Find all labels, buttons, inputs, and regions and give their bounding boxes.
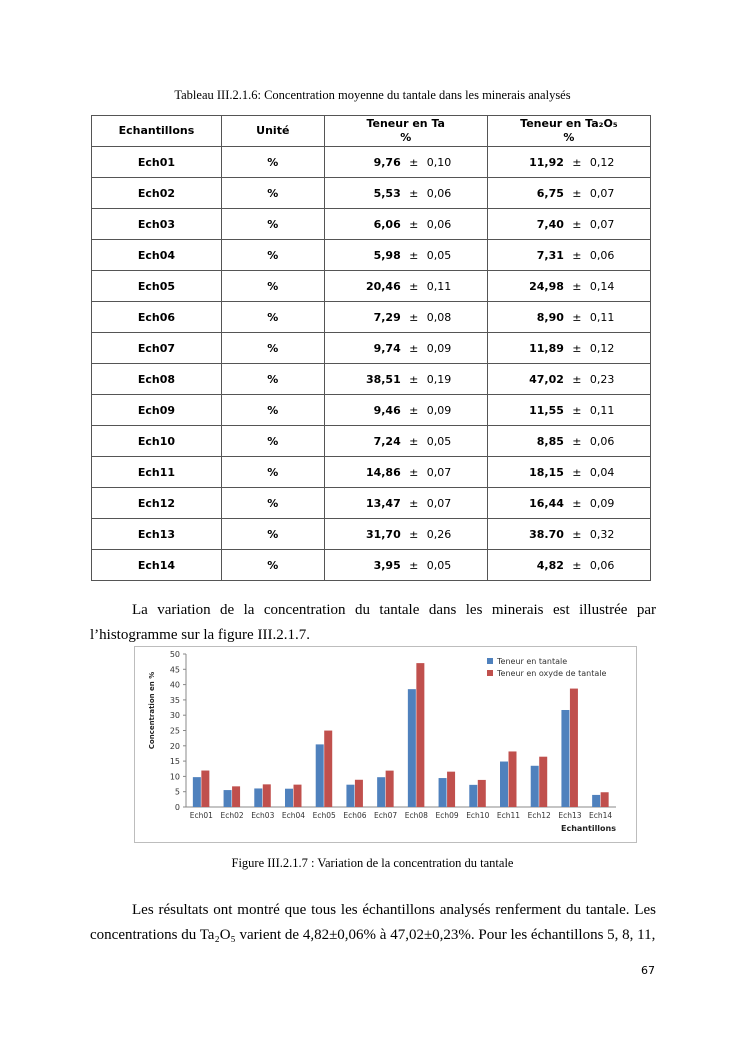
plus-minus-symbol: ± [572,310,582,324]
uncertainty: 0,06 [426,217,452,231]
plus-minus-symbol: ± [572,248,582,262]
x-tick-label: Ech09 [435,811,459,820]
cell-unit: % [221,302,324,333]
plus-minus-symbol: ± [572,434,582,448]
header-ta2o5-line1: Teneur en Ta₂O₅ [520,117,618,130]
cell-ta [324,240,487,271]
bar-tantale [316,744,324,807]
plus-minus-symbol: ± [572,527,582,541]
uncertainty: 0,11 [426,279,452,293]
value: 8,85 [536,434,564,448]
plus-minus-symbol: ± [572,558,582,572]
y-tick-label: 20 [169,741,180,751]
bar-oxyde [355,780,363,807]
table-row [92,395,651,426]
table-row [92,333,651,364]
cell-unit: % [221,457,324,488]
cell-sample: Ech08 [92,364,222,395]
paragraph-results: Les résultats ont montré que tous les échantillons analysés renferment du tantale. Les concentrations du Ta₂O₅ varient de 4,82±0,06% à 47,02±0,23%. Pour les échantillons 5, 8, 11, [90,902,656,943]
value: 5,98 [373,248,401,262]
plus-minus-symbol: ± [409,558,419,572]
y-tick-label: 40 [169,680,180,690]
uncertainty: 0,11 [589,310,615,324]
plus-minus-symbol: ± [409,465,419,479]
legend-label: Teneur en oxyde de tantale [497,669,607,678]
uncertainty: 0,26 [426,527,452,541]
plus-minus-symbol: ± [409,496,419,510]
uncertainty: 0,09 [426,341,452,355]
plus-minus-symbol: ± [409,434,419,448]
value: 11,89 [529,341,564,355]
cell-ta [324,271,487,302]
value: 7,31 [536,248,564,262]
value: 18,15 [529,465,564,479]
cell-unit: % [221,519,324,550]
cell-ta [324,209,487,240]
cell-sample: Ech14 [92,550,222,581]
uncertainty: 0,07 [426,496,452,510]
uncertainty: 0,07 [589,186,615,200]
table-header-row [92,116,651,147]
cell-ta2o5 [487,395,650,426]
uncertainty: 0,06 [426,186,452,200]
header-ta2o5-line2: % [563,131,575,144]
paragraph-intro: La variation de la concentration du tantale dans les minerais est illustrée par l’histogramme sur la figure III.2.1.7. [90,602,656,643]
value: 8,90 [536,310,564,324]
value: 11,55 [529,403,564,417]
bar-tantale [439,778,447,807]
cell-ta [324,364,487,395]
bar-oxyde [478,780,486,807]
value: 20,46 [365,279,401,293]
header-unit: Unité [221,116,324,147]
value: 3,95 [373,558,401,572]
plus-minus-symbol: ± [409,248,419,262]
legend-swatch [487,670,493,676]
cell-ta2o5 [487,488,650,519]
x-tick-label: Ech03 [251,811,275,820]
cell-ta [324,333,487,364]
cell-ta [324,550,487,581]
y-tick-label: 15 [169,757,180,767]
value: 13,47 [365,496,401,510]
bar-tantale [346,785,354,807]
cell-sample: Ech02 [92,178,222,209]
cell-ta [324,302,487,333]
value: 6,75 [536,186,564,200]
y-tick-label: 45 [169,665,180,675]
x-tick-label: Ech14 [589,811,613,820]
value: 38,51 [365,372,401,386]
bar-oxyde [509,751,517,807]
value: 47,02 [529,372,564,386]
table-caption: Tableau III.2.1.6: Concentration moyenne du tantale dans les minerais analysés [174,88,571,102]
bar-oxyde [416,663,424,807]
uncertainty: 0,07 [426,465,452,479]
cell-sample: Ech12 [92,488,222,519]
plus-minus-symbol: ± [572,217,582,231]
uncertainty: 0,05 [426,248,452,262]
cell-sample: Ech03 [92,209,222,240]
cell-ta [324,147,487,178]
y-axis-label: Concentration en % [148,671,156,750]
table-row [92,302,651,333]
value: 11,92 [529,155,564,169]
bar-tantale [254,788,262,807]
value: 7,40 [536,217,564,231]
bar-tantale [592,795,600,807]
y-tick-label: 0 [174,803,180,812]
x-axis-label: Echantillons [561,824,616,833]
bar-oxyde [324,731,332,807]
legend-label: Teneur en tantale [497,657,568,666]
cell-unit: % [221,240,324,271]
value: 9,76 [373,155,401,169]
plus-minus-symbol: ± [572,496,582,510]
cell-unit: % [221,209,324,240]
table-row [92,550,651,581]
x-tick-label: Ech07 [374,811,398,820]
x-tick-label: Ech11 [496,811,521,820]
y-tick-label: 10 [169,772,180,782]
header-ta2o5 [487,116,650,147]
cell-sample: Ech01 [92,147,222,178]
x-tick-label: Ech12 [527,811,551,820]
cell-unit: % [221,333,324,364]
plus-minus-symbol: ± [409,186,419,200]
cell-ta [324,488,487,519]
cell-unit: % [221,364,324,395]
uncertainty: 0,08 [426,310,452,324]
uncertainty: 0,06 [589,434,615,448]
value: 7,24 [373,434,401,448]
bar-oxyde [232,786,240,807]
bar-oxyde [447,772,455,807]
plus-minus-symbol: ± [572,279,582,293]
cell-ta2o5 [487,271,650,302]
cell-sample: Ech04 [92,240,222,271]
y-tick-label: 25 [169,726,180,736]
table-row [92,178,651,209]
bar-tantale [377,777,385,807]
table-row [92,209,651,240]
uncertainty: 0,11 [589,403,615,417]
cell-sample: Ech05 [92,271,222,302]
cell-unit: % [221,426,324,457]
page-number: 67 [641,964,655,977]
bar-tantale [561,710,569,807]
value: 4,82 [536,558,564,572]
header-ta [324,116,487,147]
value: 7,29 [373,310,401,324]
value: 9,46 [373,403,401,417]
x-tick-label: Ech02 [220,811,244,820]
plus-minus-symbol: ± [572,341,582,355]
uncertainty: 0,07 [589,217,615,231]
cell-ta2o5 [487,426,650,457]
value: 16,44 [529,496,564,510]
bar-oxyde [201,771,209,807]
plus-minus-symbol: ± [409,279,419,293]
cell-ta2o5 [487,240,650,271]
plus-minus-symbol: ± [409,217,419,231]
value: 31,70 [365,527,401,541]
bar-tantale [193,777,201,807]
value: 24,98 [529,279,564,293]
table-row [92,426,651,457]
bar-tantale [408,689,416,807]
uncertainty: 0,19 [426,372,452,386]
cell-ta [324,426,487,457]
cell-ta2o5 [487,519,650,550]
plus-minus-symbol: ± [409,372,419,386]
bar-oxyde [386,771,394,807]
cell-sample: Ech11 [92,457,222,488]
cell-ta2o5 [487,302,650,333]
plus-minus-symbol: ± [409,527,419,541]
bar-oxyde [294,785,302,807]
bar-oxyde [570,689,578,807]
bar-tantale [285,789,293,807]
value: 6,06 [373,217,401,231]
cell-sample: Ech10 [92,426,222,457]
bar-tantale [531,766,539,807]
uncertainty: 0,09 [589,496,615,510]
value: 14,86 [365,465,401,479]
cell-sample: Ech07 [92,333,222,364]
plus-minus-symbol: ± [409,155,419,169]
value: 38.70 [529,527,564,541]
value: 5,53 [373,186,401,200]
table-row [92,364,651,395]
plus-minus-symbol: ± [572,372,582,386]
cell-ta [324,457,487,488]
value: 9,74 [373,341,401,355]
x-tick-label: Ech01 [189,811,213,820]
cell-ta2o5 [487,457,650,488]
cell-unit: % [221,271,324,302]
uncertainty: 0,32 [589,527,615,541]
header-ta-line2: % [400,131,412,144]
plus-minus-symbol: ± [409,341,419,355]
uncertainty: 0,10 [426,155,452,169]
bar-oxyde [263,784,271,807]
cell-ta [324,519,487,550]
table-row [92,488,651,519]
cell-ta [324,395,487,426]
x-tick-label: Ech06 [343,811,367,820]
uncertainty: 0,12 [589,341,615,355]
x-tick-label: Ech08 [404,811,428,820]
concentration-table [91,115,651,581]
cell-ta2o5 [487,209,650,240]
table-row [92,457,651,488]
plus-minus-symbol: ± [572,155,582,169]
table-row [92,271,651,302]
bar-tantale [500,762,508,807]
concentration-bar-chart [134,646,637,843]
cell-ta2o5 [487,178,650,209]
cell-unit: % [221,395,324,426]
table-row [92,147,651,178]
cell-unit: % [221,178,324,209]
bar-oxyde [539,757,547,807]
bar-tantale [224,790,232,807]
y-tick-label: 30 [169,711,180,721]
uncertainty: 0,05 [426,558,452,572]
plus-minus-symbol: ± [572,186,582,200]
cell-unit: % [221,147,324,178]
plus-minus-symbol: ± [572,403,582,417]
plus-minus-symbol: ± [409,403,419,417]
header-ta-line1: Teneur en Ta [366,117,445,130]
uncertainty: 0,23 [589,372,615,386]
uncertainty: 0,05 [426,434,452,448]
cell-ta2o5 [487,333,650,364]
y-tick-label: 50 [169,650,180,659]
x-tick-label: Ech13 [558,811,582,820]
cell-ta2o5 [487,364,650,395]
y-tick-label: 5 [174,787,180,797]
bar-tantale [469,785,477,807]
x-tick-label: Ech05 [312,811,336,820]
legend-swatch [487,658,493,664]
figure-caption: Figure III.2.1.7 : Variation de la concentration du tantale [231,856,514,870]
bar-oxyde [601,792,609,807]
uncertainty: 0,06 [589,558,615,572]
table-row [92,240,651,271]
plus-minus-symbol: ± [572,465,582,479]
uncertainty: 0,04 [589,465,615,479]
cell-ta [324,178,487,209]
cell-sample: Ech06 [92,302,222,333]
header-sample: Echantillons [92,116,222,147]
cell-ta2o5 [487,147,650,178]
cell-sample: Ech13 [92,519,222,550]
table-row [92,519,651,550]
cell-unit: % [221,550,324,581]
uncertainty: 0,12 [589,155,615,169]
x-tick-label: Ech04 [281,811,306,820]
y-tick-label: 35 [169,695,180,705]
uncertainty: 0,06 [589,248,615,262]
plus-minus-symbol: ± [409,310,419,324]
cell-unit: % [221,488,324,519]
uncertainty: 0,09 [426,403,452,417]
x-tick-label: Ech10 [466,811,490,820]
cell-sample: Ech09 [92,395,222,426]
uncertainty: 0,14 [589,279,615,293]
cell-ta2o5 [487,550,650,581]
